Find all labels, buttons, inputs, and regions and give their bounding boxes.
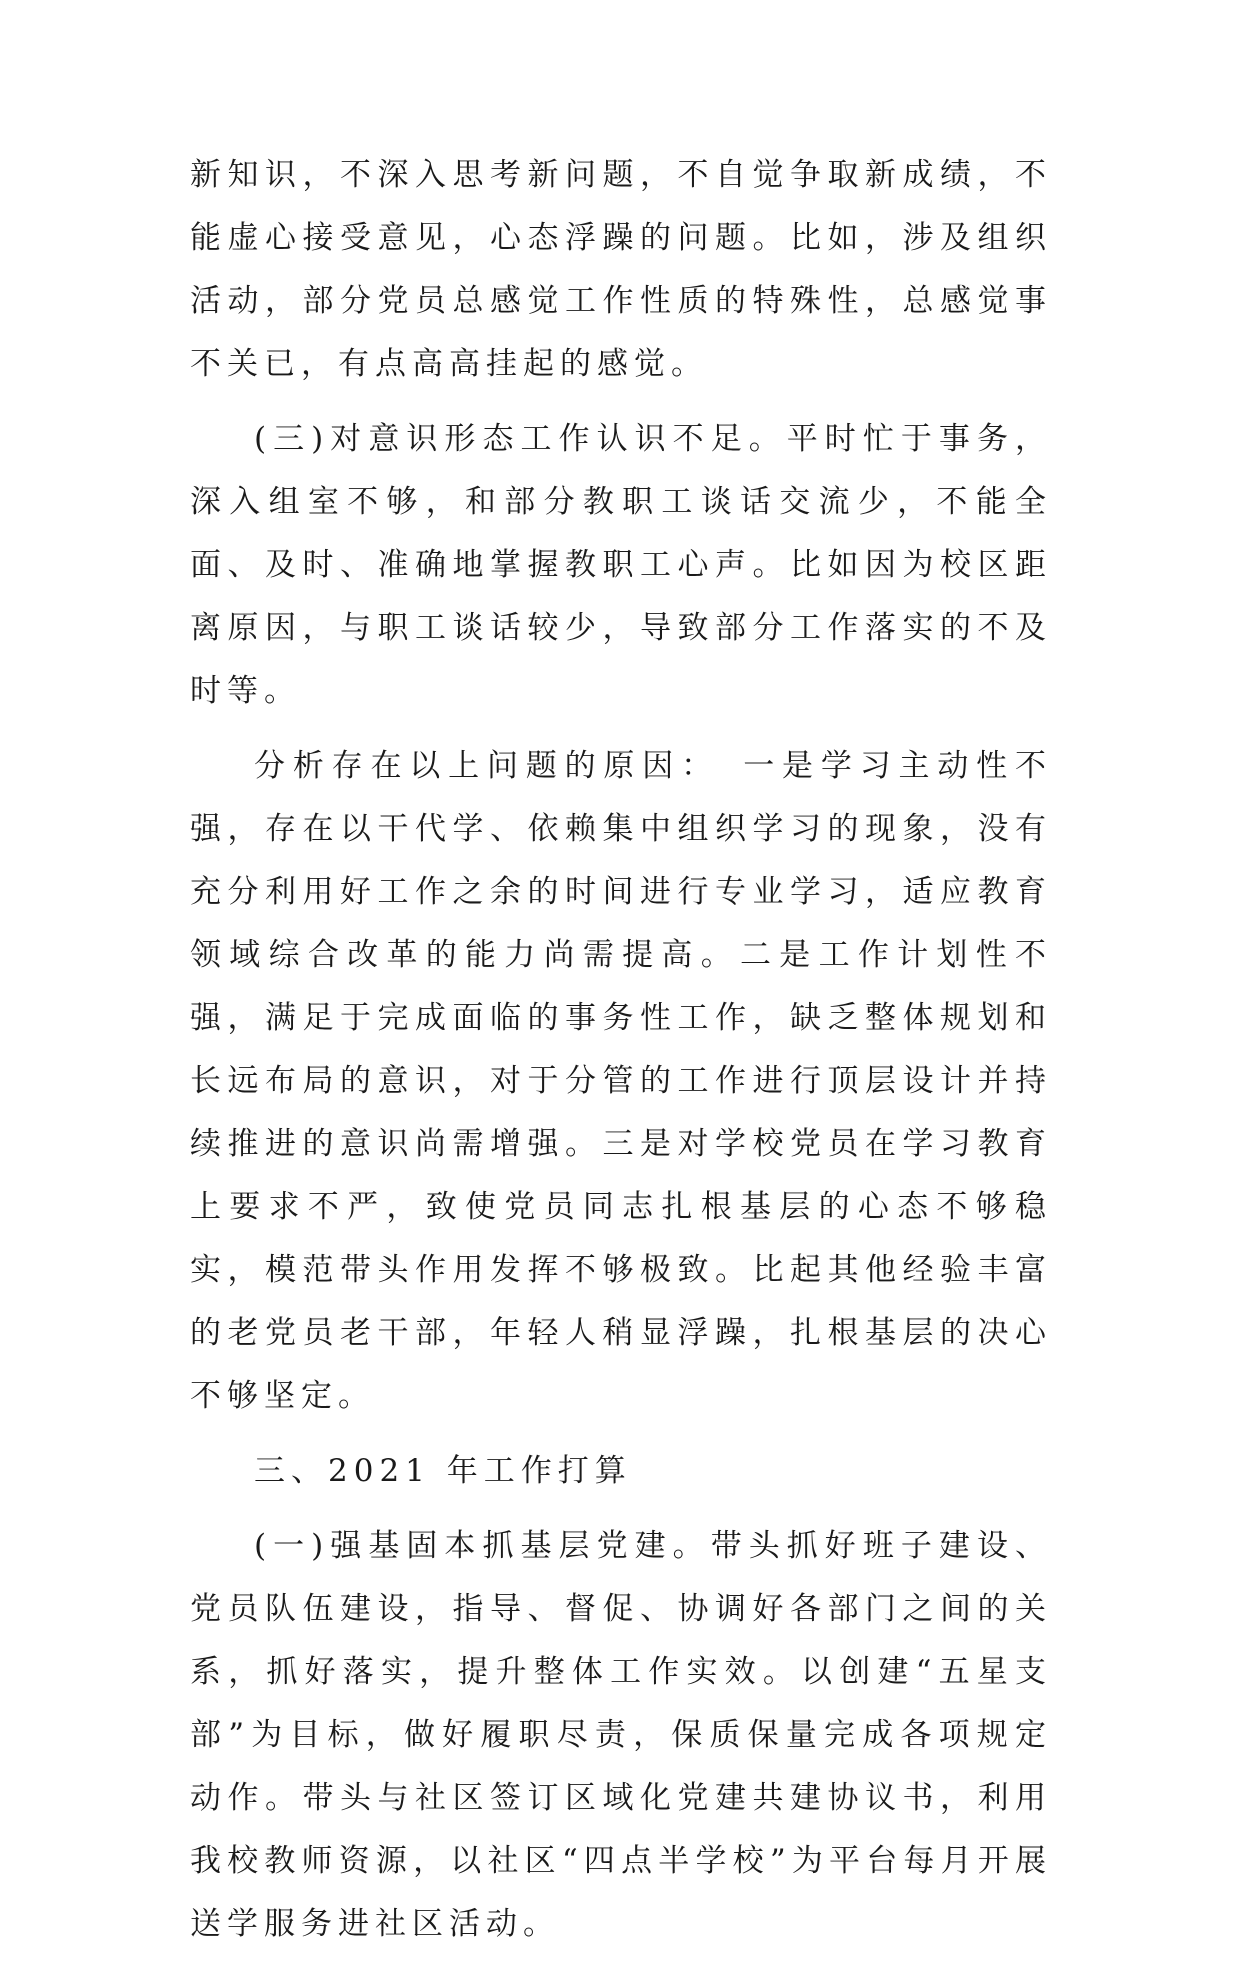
paragraph-party-building: (一)强基固本抓基层党建。带头抓好班子建设、党员队伍建设，指导、督促、协调好各部门之间的关系，抓好落实，提升整体工作实效。以创建“五星支部”为目标，做好履职尽责，保质保量完成各项规定动作。带头与社区签订区域化党建共建协议书，利用我校教师资源，以社区“四点半学校”为平台每月开展送学服务进社区活动。 bbox=[190, 1528, 1052, 1942]
section-heading-work-plan: 三、2021 年工作打算 bbox=[254, 1453, 632, 1489]
paragraph-continuation: 新知识，不深入思考新问题，不自觉争取新成绩，不能虚心接受意见，心态浮躁的问题。比如，涉及组织活动，部分党员总感觉工作性质的特殊性，总感觉事不关已，有点高高挂起的感觉。 bbox=[190, 157, 1052, 382]
paragraph-cause-analysis: 分析存在以上问题的原因： 一是学习主动性不强，存在以干代学、依赖集中组织学习的现象，没有充分利用好工作之余的时间进行专业学习，适应教育领域综合改革的能力尚需提高。二是工作计划性不强，满足于完成面临的事务性工作，缺乏整体规划和长远布局的意识，对于分管的工作进行顶层设计并持续推进的意识尚需增强。三是对学校党员在学习教育上要求不严，致使党员同志扎根基层的心态不够稳实，模范带头作用发挥不够极致。比起其他经验丰富的老党员老干部，年轻人稍显浮躁，扎根基层的决心不够坚定。 bbox=[190, 748, 1052, 1414]
document-body bbox=[190, 144, 1052, 1968]
paragraph-ideology-work: (三)对意识形态工作认识不足。平时忙于事务，深入组室不够，和部分教职工谈话交流少，不能全面、及时、准确地掌握教职工心声。比如因为校区距离原因，与职工谈话较少，导致部分工作落实的不及时等。 bbox=[190, 421, 1052, 709]
